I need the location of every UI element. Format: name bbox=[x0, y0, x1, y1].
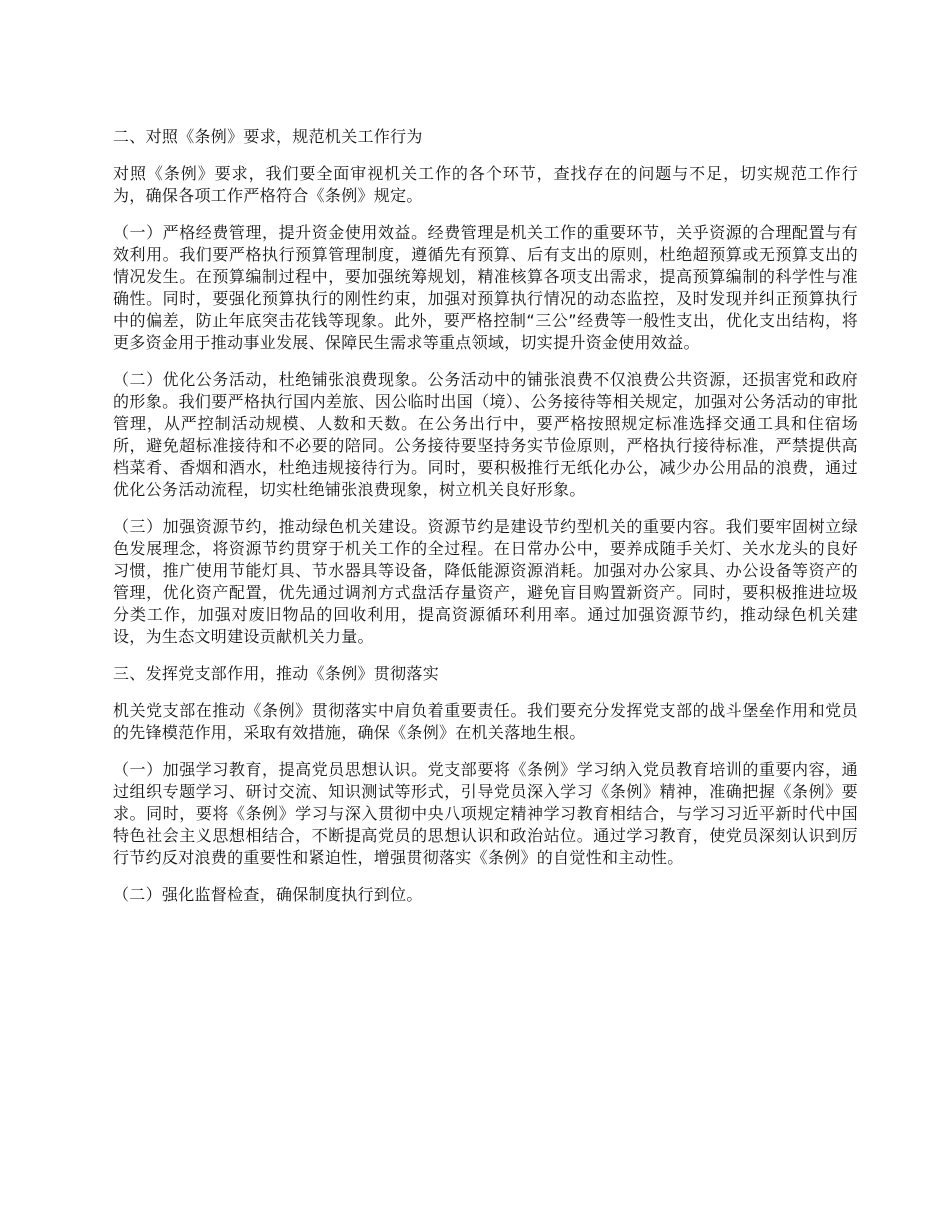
subsection-heading-supervision: （二）强化监督检查，确保制度执行到位。 bbox=[113, 885, 423, 904]
document-page bbox=[113, 126, 858, 921]
paragraph-official-activities: （二）优化公务活动，杜绝铺张浪费现象。公务活动中的铺张浪费不仅浪费公共资源，还损害党和政府的形象。我们要严格执行国内差旅、因公临时出国（境）、公务接待等相关规定，加强对公务活动的审批管理，从严控制活动规模、人数和天数。在公务出行中，要严格按照规定标准选择交通工具和住宿场所，避免超标准接待和不必要的陪同。公务接待要坚持务实节俭原则，严格执行接待标准，严禁提供高档菜肴、香烟和酒水，杜绝违规接待行为。同时，要积极推行无纸化办公，减少办公用品的浪费，通过优化公务活动流程，切实杜绝铺张浪费现象，树立机关良好形象。 bbox=[113, 370, 858, 499]
paragraph-intro-two: 对照《条例》要求，我们要全面审视机关工作的各个环节，查找存在的问题与不足，切实规范工作行为，确保各项工作严格符合《条例》规定。 bbox=[113, 164, 858, 205]
section-heading-three: 三、发挥党支部作用，推动《条例》贯彻落实 bbox=[113, 664, 440, 683]
paragraph-funds-management: （一）严格经费管理，提升资金使用效益。经费管理是机关工作的重要环节，关乎资源的合理配置与有效利用。我们要严格执行预算管理制度，遵循先有预算、后有支出的原则，杜绝超预算或无预算支出的情况发生。在预算编制过程中，要加强统筹规划，精准核算各项支出需求，提高预算编制的科学性与准确性。同时，要强化预算执行的刚性约束，加强对预算执行情况的动态监控，及时发现并纠正预算执行中的偏差，防止年底突击花钱等现象。此外，要严格控制“三公”经费等一般性支出，优化支出结构，将更多资金用于推动事业发展、保障民生需求等重点领域，切实提升资金使用效益。 bbox=[113, 223, 858, 352]
paragraph-study-education: （一）加强学习教育，提高党员思想认识。党支部要将《条例》学习纳入党员教育培训的重要内容，通过组织专题学习、研讨交流、知识测试等形式，引导党员深入学习《条例》精神，准确把握《条例》要求。同时，要将《条例》学习与深入贯彻中央八项规定精神学习教育相结合，与学习习近平新时代中国特色社会主义思想相结合，不断提高党员的思想认识和政治站位。通过学习教育，使党员深刻认识到厉行节约反对浪费的重要性和紧迫性，增强贯彻落实《条例》的自觉性和主动性。 bbox=[113, 760, 858, 867]
section-heading-two: 二、对照《条例》要求，规范机关工作行为 bbox=[113, 127, 423, 146]
paragraph-intro-three: 机关党支部在推动《条例》贯彻落实中肩负着重要责任。我们要充分发挥党支部的战斗堡垒作用和党员的先锋模范作用，采取有效措施，确保《条例》在机关落地生根。 bbox=[113, 701, 858, 742]
paragraph-resource-saving: （三）加强资源节约，推动绿色机关建设。资源节约是建设节约型机关的重要内容。我们要牢固树立绿色发展理念，将资源节约贯穿于机关工作的全过程。在日常办公中，要养成随手关灯、关水龙头的良好习惯，推广使用节能灯具、节水器具等设备，降低能源资源消耗。加强对办公家具、办公设备等资产的管理，优化资产配置，优先通过调剂方式盘活存量资产，避免盲目购置新资产。同时，要积极推进垃圾分类工作，加强对废旧物品的回收利用，提高资源循环利用率。通过加强资源节约，推动绿色机关建设，为生态文明建设贡献机关力量。 bbox=[113, 517, 858, 646]
